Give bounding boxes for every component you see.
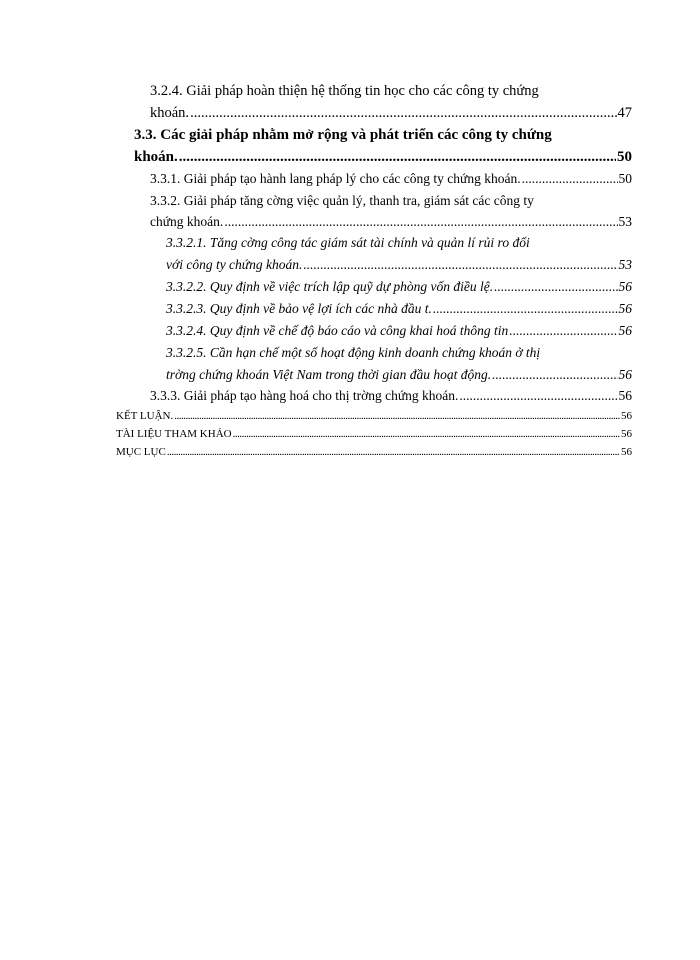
page-number: 56 [618,301,632,316]
toc-entry-3-3-2-4[interactable] [166,320,632,342]
page-number: 56 [621,428,632,440]
dot-leader [167,445,620,459]
toc-entry-text: MỤC LỤC [116,446,166,458]
dot-leader [190,102,616,124]
dot-leader [224,211,617,232]
toc-entry-text: 3.3. Các giải pháp nhằm mở rộng và phát triển các công ty chứng [134,127,552,143]
page-number: 53 [618,214,632,229]
toc-entry-text: 3.2.4. Giải pháp hoàn thiện hệ thống tin học cho các công ty chứng [150,83,539,99]
toc-entry-text: TÀI LIỆU THAM KHẢO [116,428,232,440]
toc-entry-3-3-2-5[interactable] [166,342,632,386]
toc-entry-text: 3.3.2.2. Quy định về việc trích lập quỹ dự phòng vốn điều lệ. [166,279,494,294]
page-number: 56 [618,388,632,403]
toc-entry-text: 3.3.2.4. Quy định về chế độ báo cáo và công khai hoá thông tin [166,323,509,338]
page-number: 47 [617,105,632,121]
page-number: 50 [617,149,632,165]
dot-leader [459,385,617,406]
toc-entry-text: KẾT LUẬN. [116,410,174,422]
toc-entry-text-cont: với công ty chứng khoán. [166,257,303,272]
page-number: 56 [621,446,632,458]
toc-entry-tai-lieu-tham-khao[interactable] [116,427,632,441]
toc-entry-text: 3.3.3. Giải pháp tạo hàng hoá cho thị trờng chứng khoán. [150,388,459,403]
dot-leader [179,146,616,168]
toc-entry-muc-luc[interactable] [116,445,632,459]
toc-entry-text-cont: chứng khoán. [150,214,224,229]
toc-entry-text: 3.3.2. Giải pháp tăng cờng việc quản lý, thanh tra, giám sát các công ty [150,193,534,208]
toc-entry-3-3-2[interactable] [150,190,632,232]
toc-entry-text-cont: khoán. [134,149,178,165]
dot-leader [509,320,617,342]
toc-entry-text: 3.3.2.1. Tăng cờng công tác giám sát tài chính và quản lí rủi ro đối [166,235,530,250]
toc-entry-3-3-1[interactable] [150,168,632,189]
dot-leader [433,298,618,320]
toc-entry-3-3-2-1[interactable] [166,232,632,276]
toc-entry-text: 3.3.2.5. Cần hạn chế một số hoạt động kinh doanh chứng khoán ở thị [166,345,541,360]
page-number: 56 [618,279,632,294]
toc-entry-3-2-4[interactable] [150,80,632,124]
page-number: 56 [618,323,632,338]
toc-entry-text-cont: trờng chứng khoán Việt Nam trong thời gian đầu hoạt động. [166,367,492,382]
page-number: 56 [621,410,632,422]
toc-entry-text-cont: khoán. [150,105,190,121]
toc-entry-3-3-3[interactable] [150,385,632,406]
toc-entry-text: 3.3.2.3. Quy định về bảo vệ lợi ích các nhà đầu t. [166,301,432,316]
page-number: 53 [618,257,632,272]
page-number: 56 [618,367,632,382]
toc-entry-text: 3.3.1. Giải pháp tạo hành lang pháp lý cho các công ty chứng khoán. [150,171,521,186]
page-number: 50 [618,171,632,186]
toc-entry-3-3-2-2[interactable] [166,276,632,298]
dot-leader [303,254,617,276]
dot-leader [494,276,617,298]
toc-entry-ket-luan[interactable] [116,409,632,423]
toc-entry-3-3[interactable] [134,124,632,168]
toc-entry-3-3-2-3[interactable] [166,298,632,320]
dot-leader [522,168,618,189]
dot-leader [492,364,617,386]
dot-leader [174,409,620,423]
dot-leader [233,427,620,441]
